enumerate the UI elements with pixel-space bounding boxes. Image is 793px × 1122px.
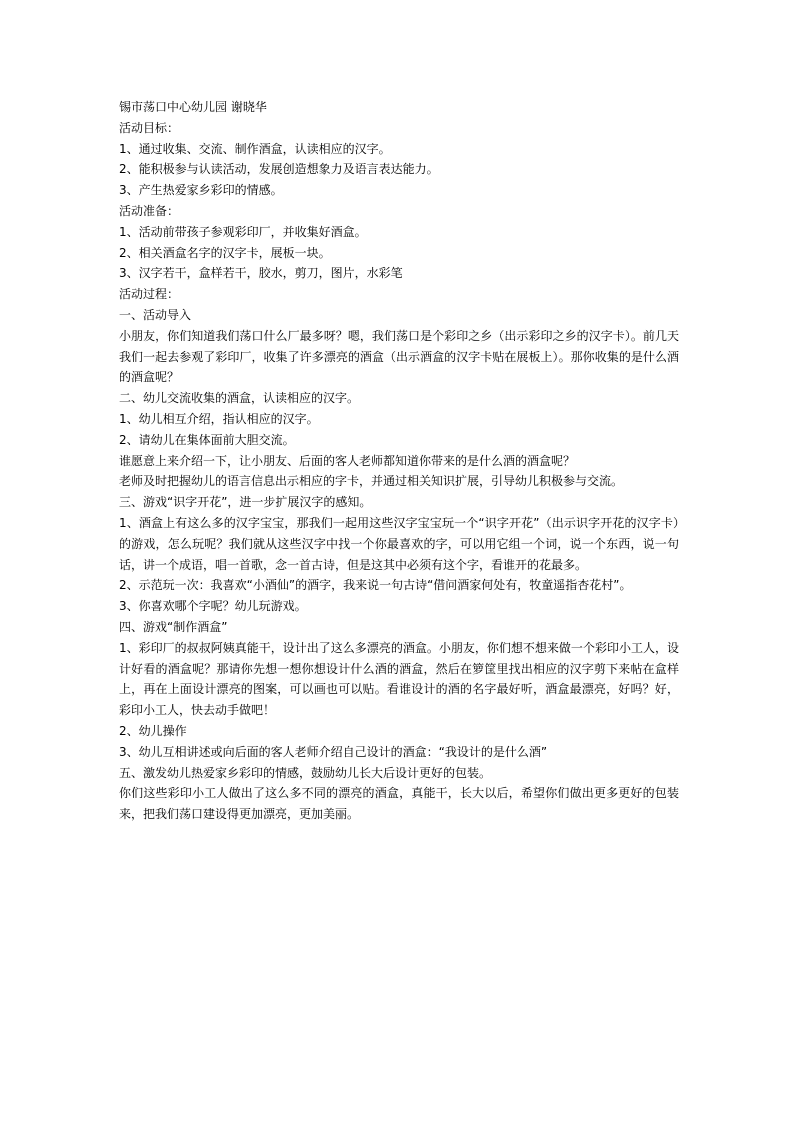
text-line: 四、游戏“制作酒盒”	[119, 619, 228, 634]
text-line: 五、激发幼儿热爱家乡彩印的情感，鼓励幼儿长大后设计更好的包装。	[119, 765, 492, 780]
text-line: 一、活动导入	[119, 307, 192, 322]
text-line: 3、幼儿互相讲述或向后面的客人老师介绍自己设计的酒盒：“我设计的是什么酒”	[119, 744, 548, 759]
text-line: 三、游戏“识字开花”，进一步扩展汉字的感知。	[119, 495, 372, 510]
paragraph: 1、酒盒上有这么多的汉字宝宝，那我们一起用这些汉字宝宝玩一个“识字开花”（出示识字开花的汉字卡）的游戏，怎么玩呢？我们就从这些汉字中找一个你最喜欢的字，可以用它组一个词，说一个东西，说一句话，讲一个成语，唱一首歌，念一首古诗，但是这其中必须有这个字，看谁开的花最多。	[119, 515, 679, 572]
text-line: 2、请幼儿在集体面前大胆交流。	[119, 432, 295, 447]
paragraph: 你们这些彩印小工人做出了这么多不同的漂亮的酒盒，真能干，长大以后，希望你们做出更多更好的包装来，把我们荡口建设得更加漂亮，更加美丽。	[119, 786, 679, 822]
document-body	[119, 97, 679, 825]
text-line: 1、活动前带孩子参观彩印厂，并收集好酒盒。	[119, 224, 367, 239]
text-line: 老师及时把握幼儿的语言信息出示相应的字卡，并通过相关知识扩展，引导幼儿积极参与交流。	[119, 474, 624, 489]
paragraph: 小朋友，你们知道我们荡口什么厂最多呀？嗯，我们荡口是个彩印之乡（出示彩印之乡的汉字卡）。前几天我们一起去参观了彩印厂，收集了许多漂亮的酒盒（出示酒盒的汉字卡贴在展板上）。那你收集的是什么酒的酒盒呢？	[119, 328, 679, 385]
text-line: 活动过程：	[119, 287, 180, 302]
text-line: 2、能积极参与认读活动，发展创造想象力及语言表达能力。	[119, 162, 439, 177]
text-line: 二、幼儿交流收集的酒盒，认读相应的汉字。	[119, 391, 360, 406]
text-line: 2、幼儿操作	[119, 723, 187, 738]
text-line: 1、通过收集、交流、制作酒盒，认读相应的汉字。	[119, 141, 391, 156]
text-line: 活动目标：	[119, 120, 180, 135]
paragraph: 1、彩印厂的叔叔阿姨真能干，设计出了这么多漂亮的酒盒。小朋友，你们想不想来做一个彩印小工人，设计好看的酒盒呢？那请你先想一想你想设计什么酒的酒盒，然后在箩筐里找出相应的汉字剪下来帖在盒样上，再在上面设计漂亮的图案，可以画也可以贴。看谁设计的酒的名字最好听，酒盒最漂亮，好吗？好，彩印小工人，快去动手做吧！	[119, 640, 679, 718]
text-line: 3、你喜欢哪个字呢？幼儿玩游戏。	[119, 599, 307, 614]
text-line: 2、相关酒盒名字的汉字卡，展板一块。	[119, 245, 331, 260]
text-line: 锡市荡口中心幼儿园 谢晓华	[119, 100, 267, 114]
text-line: 1、幼儿相互介绍，指认相应的汉字。	[119, 411, 319, 426]
text-line: 3、产生热爱家乡彩印的情感。	[119, 183, 283, 198]
text-line: 2、示范玩一次：我喜欢“小酒仙”的酒字，我来说一句古诗“借问酒家何处有，牧童遥指杏花村”。	[119, 578, 632, 593]
text-line: 活动准备：	[119, 203, 180, 218]
text-line: 3、汉字若干，盒样若干，胶水，剪刀，图片，水彩笔	[119, 266, 403, 281]
text-line: 谁愿意上来介绍一下，让小朋友、后面的客人老师都知道你带来的是什么酒的酒盒呢？	[119, 453, 576, 468]
